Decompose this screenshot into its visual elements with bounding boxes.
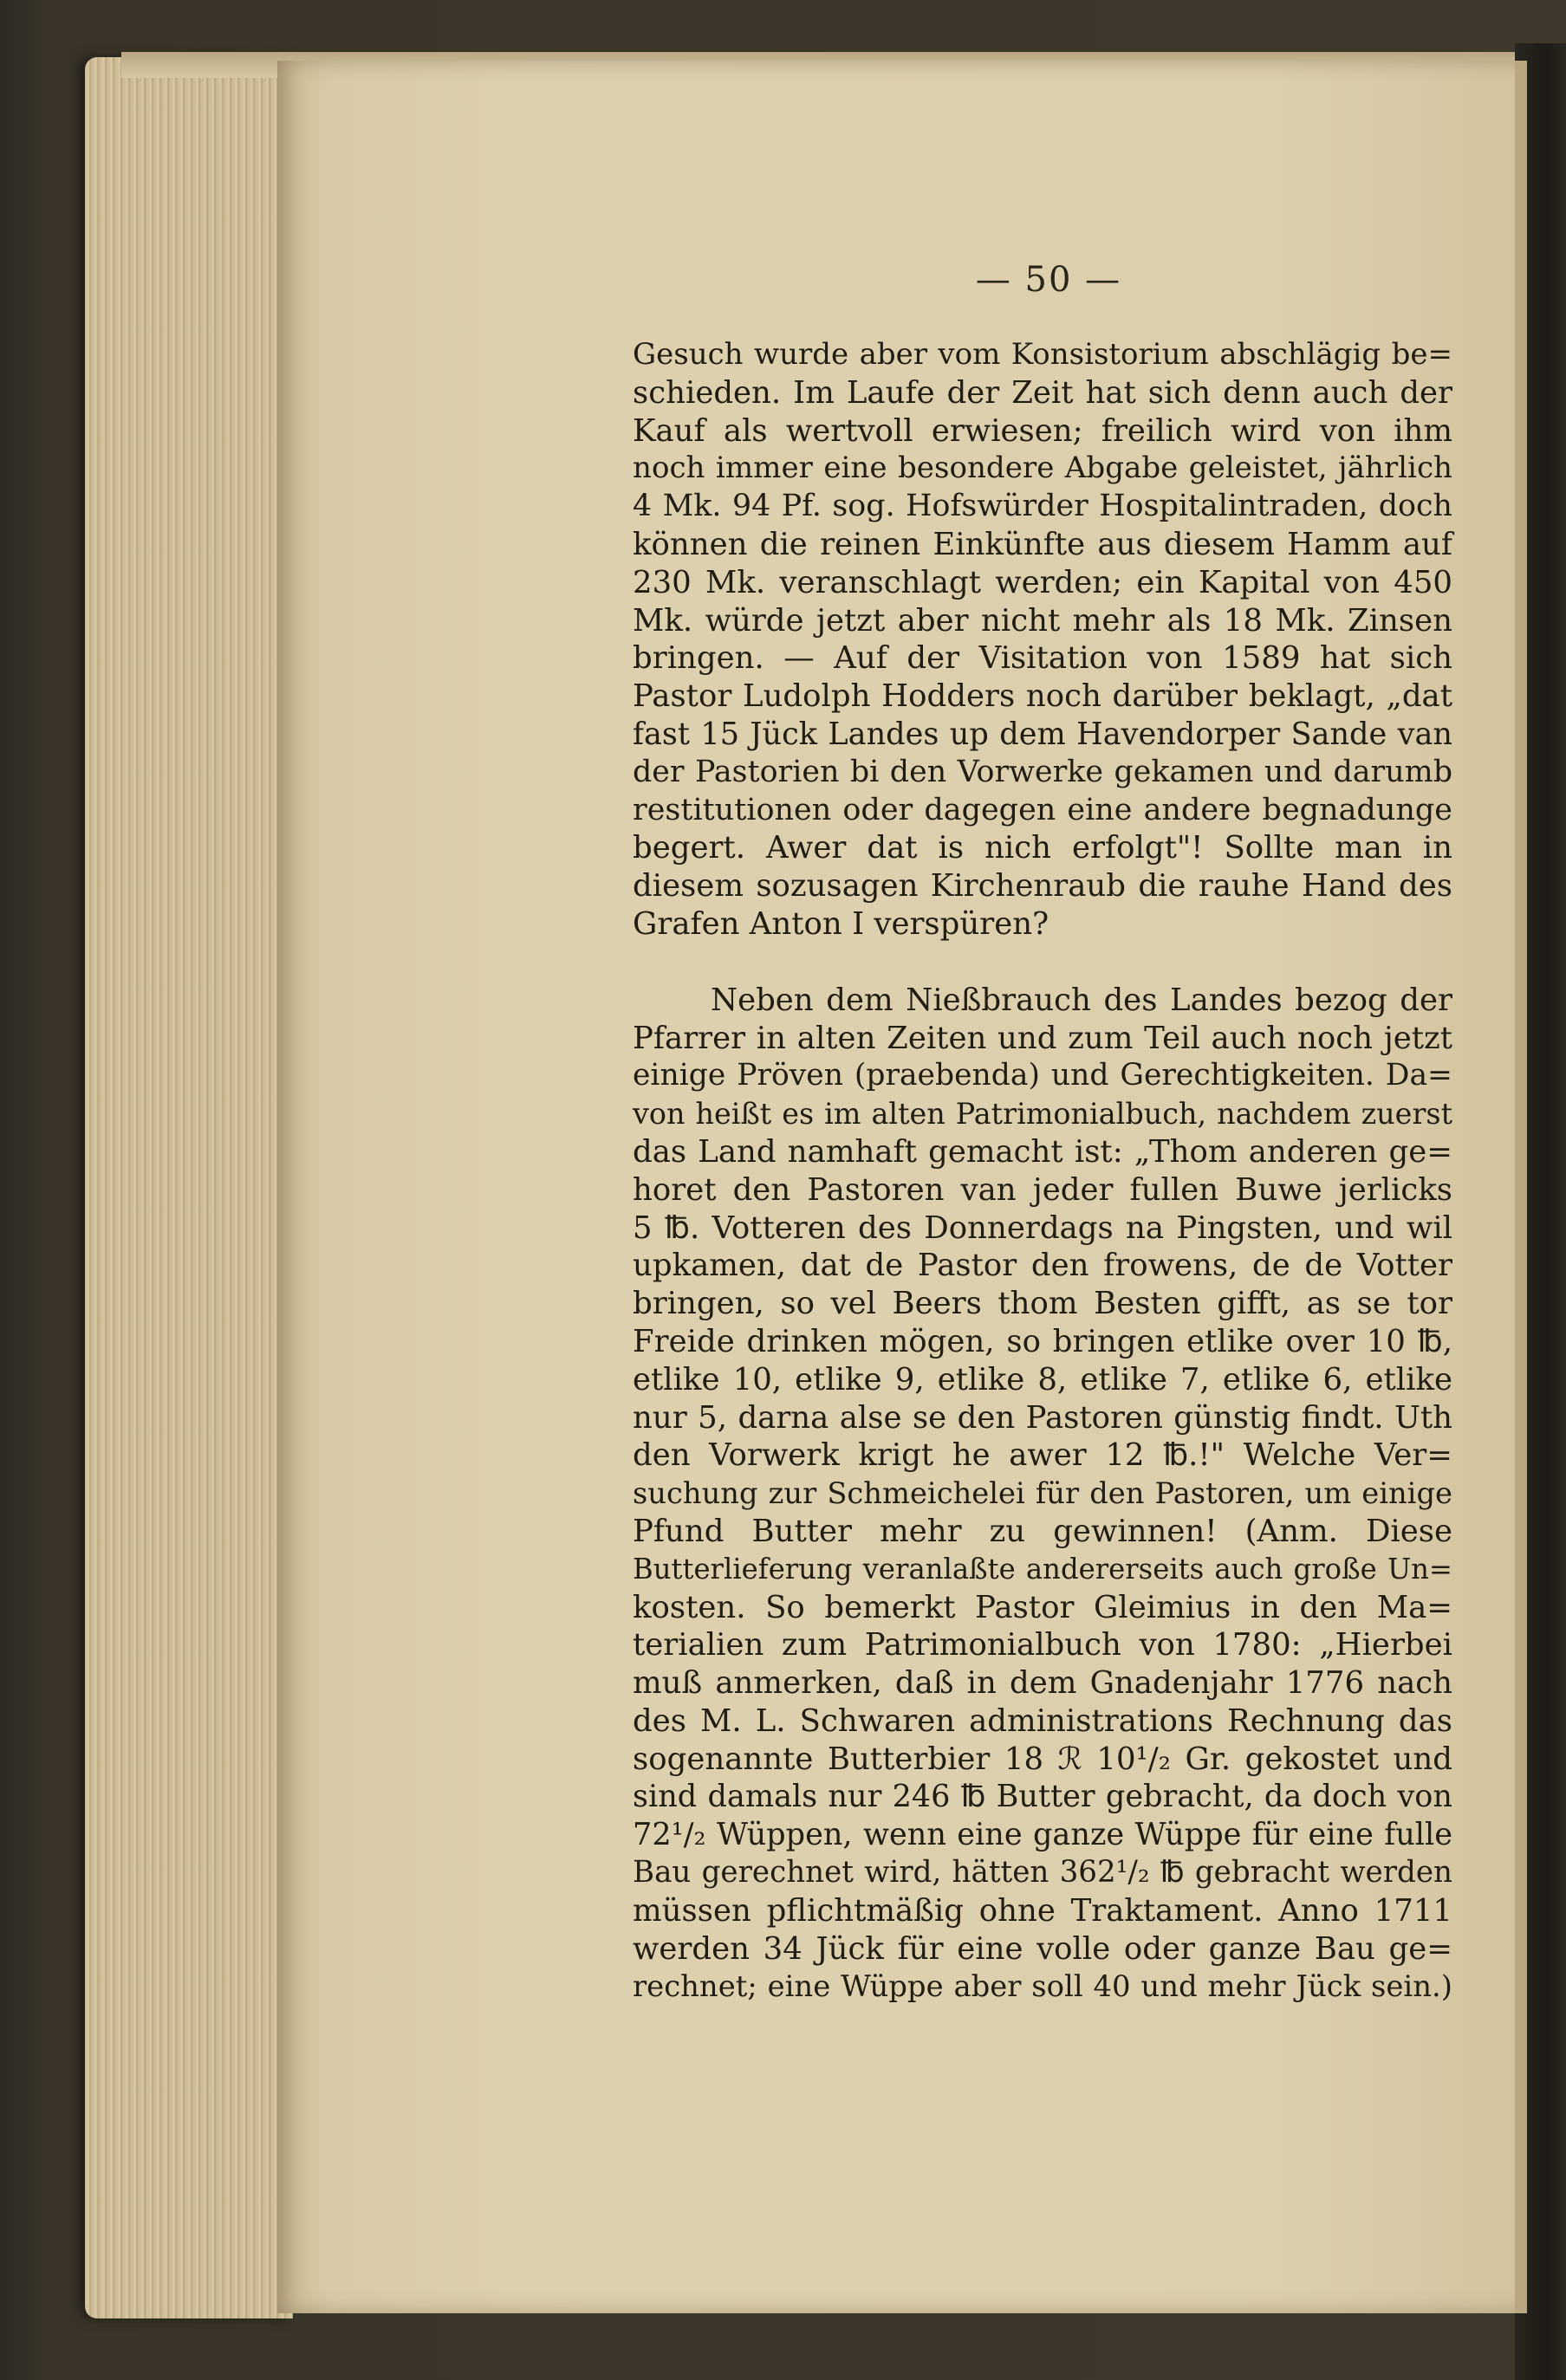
text-line: von heißt es im alten Patrimonialbuch, nachdem zuerst [633,1097,1452,1132]
text-line: restitutionen oder dagegen eine andere begnadunge [633,792,1452,827]
text-line: Butterlieferung veranlaßte andererseits auch große Un= [633,1552,1452,1586]
text-line: muß anmerken, daß in dem Gnadenjahr 1776 nach [633,1665,1452,1702]
text-line: 4 Mk. 94 Pf. sog. Hofswürder Hospitalintraden, doch [633,489,1452,524]
text-line: können die reinen Einkünfte aus diesem Hamm auf [633,526,1452,562]
text-line: 5 ℔. Votteren des Donnerdags na Pingsten, und wil [633,1209,1452,1246]
text-line: Grafen Anton I verspüren? [633,905,1049,942]
text-line: bringen, so vel Beers thom Besten gifft, as se tor [633,1286,1452,1322]
text-line: sind damals nur 246 ℔ Butter gebracht, da doch von [633,1779,1452,1815]
paragraph-1 [633,336,1452,944]
text-line: begert. Awer dat is nich erfolgt"! Sollte man in [633,830,1452,866]
page-number: — 50 — [975,260,1122,300]
text-line: Pfarrer in alten Zeiten und zum Teil auch noch jetzt [633,1020,1452,1056]
text-line: Gesuch wurde aber vom Konsistorium abschlägig be= [633,337,1452,372]
text-line: rechnet; eine Wüppe aber soll 40 und mehr Jück sein.) [633,1969,1452,2004]
text-line: werden 34 Jück für eine volle oder ganze Bau ge= [633,1930,1452,1967]
paragraph-2 [633,982,1452,2007]
text-line: Pfund Butter mehr zu gewinnen! (Anm. Diese [633,1513,1452,1549]
text-line: terialien zum Patrimonialbuch von 1780: „Hierbei [633,1627,1452,1663]
text-line: einige Pröven (praebenda) und Gerechtigkeiten. Da= [633,1058,1452,1093]
text-line: noch immer eine besondere Abgabe geleistet, jährlich [633,451,1452,486]
text-line: suchung zur Schmeichelei für den Pastoren, um einige [633,1476,1452,1511]
text-line: bringen. — Auf der Visitation von 1589 hat sich [633,640,1452,677]
text-line: Kauf als wertvoll erwiesen; freilich wird von ihm [633,412,1452,449]
text-line: müssen pflichtmäßig ohne Traktament. Anno 1711 [633,1892,1452,1929]
text-line: Bau gerechnet wird, hätten 362¹/₂ ℔ gebracht werden [633,1855,1452,1890]
book-page-right-edge [1515,61,1527,2313]
text-line: schieden. Im Laufe der Zeit hat sich denn auch der [633,374,1452,411]
text-line: kosten. So bemerkt Pastor Gleimius in den Ma= [633,1589,1452,1625]
text-line: nur 5, darna alse se den Pastoren günstig findt. Uth [633,1399,1452,1436]
text-line: des M. L. Schwaren administrations Rechnung das [633,1702,1452,1739]
book-page-edges [85,57,293,2318]
text-line: horet den Pastoren van jeder fullen Buwe jerlicks [633,1171,1452,1208]
text-line: sogenannte Butterbier 18 ℛ 10¹/₂ Gr. gekostet und [633,1741,1452,1777]
paragraph-spacer [633,944,1452,982]
text-line: den Vorwerk krigt he awer 12 ℔.!" Welche Ver= [633,1437,1452,1474]
text-line: fast 15 Jück Landes up dem Havendorper Sande van [633,716,1452,752]
text-line: Neben dem Nießbrauch des Landes bezog der [711,982,1452,1018]
body-text [633,336,1452,2006]
text-line: 230 Mk. veranschlagt werden; ein Kapital von 450 [633,564,1452,600]
text-line: der Pastorien bi den Vorwerke gekamen und darumb [633,754,1452,789]
text-line: diesem sozusagen Kirchenraub die rauhe Hand des [633,868,1452,905]
text-line: Pastor Ludolph Hodders noch darüber beklagt, „dat [633,678,1452,715]
text-line: Mk. würde jetzt aber nicht mehr als 18 Mk. Zinsen [633,602,1452,639]
text-line: 72¹/₂ Wüppen, wenn eine ganze Wüppe für eine fulle [633,1817,1452,1853]
text-line: das Land namhaft gemacht ist: „Thom anderen ge= [633,1133,1452,1170]
text-line: upkamen, dat de Pastor den frowens, de de Votter [633,1248,1452,1284]
text-line: Freide drinken mögen, so bringen etlike over 10 ℔, [633,1323,1452,1359]
text-line: etlike 10, etlike 9, etlike 8, etlike 7, etlike 6, etlike [633,1361,1452,1398]
